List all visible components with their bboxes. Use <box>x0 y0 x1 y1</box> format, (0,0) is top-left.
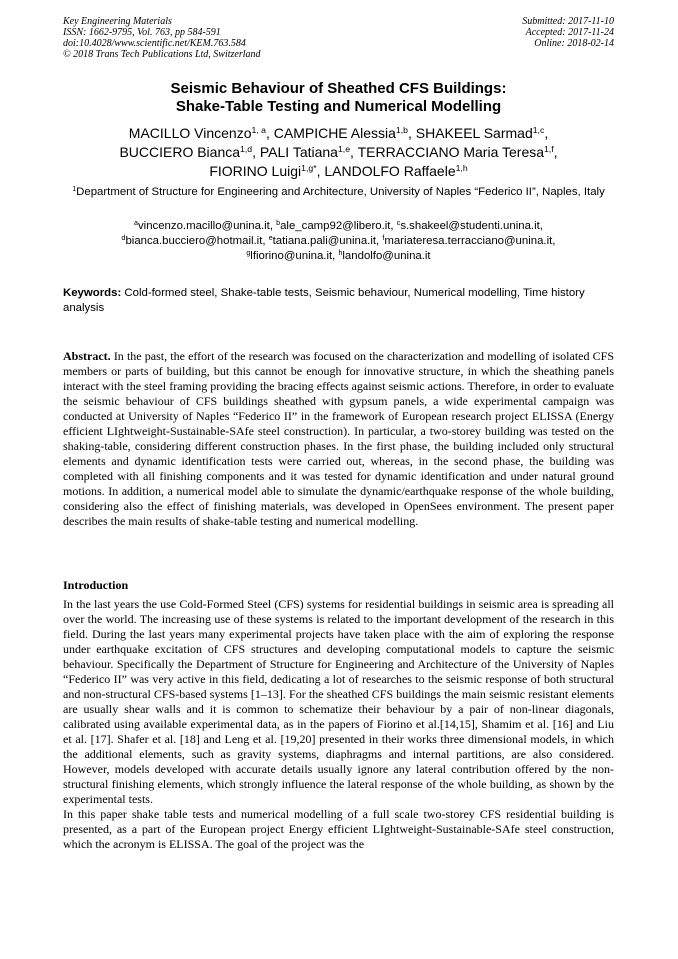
email[interactable]: s.shakeel@studenti.unina.it, <box>400 220 543 232</box>
paper-title <box>63 80 614 116</box>
abstract-text: In the past, the effort of the research was focused on the characterization and modelling of isolated CFS members or parts of building, but this cannot be enough for innovative structure, in which the sheathing panels interact with the steel framing providing the bracing effects against seismic actions. Therefore, in order to evaluate the seismic behaviour of CFS buildings sheathed with gypsum panels, a wide experimental campaign was conducted at University of Naples “Federico II” in the framework of European research project ELISSA (Energy efficient LIghtweight-Sustainable-SAfe steel construction). In particular, a two-storey building was tested on the shaking-table, considering different construction phases. In the first phase, the building included only structural elements and dynamic identification tests were carried out, whereas, in the second phase, the building was completed with all finishing components and it was tested for dynamic identification and under natural ground motions. In addition, a numerical model able to simulate the dynamic/earthquake response of the whole building, considering also the effect of finishing materials, was developed in OpenSees environment. The present paper describes the main results of shake-table testing and numerical modelling. <box>63 349 614 528</box>
email[interactable]: tatiana.pali@unina.it, <box>272 235 380 247</box>
email-sup: f <box>382 235 385 243</box>
email[interactable]: lfiorino@unina.it, <box>250 250 336 262</box>
email[interactable]: ale_camp92@libero.it, <box>280 220 394 232</box>
journal-name: Key Engineering Materials <box>63 16 172 27</box>
author-name: MACILLO Vincenzo <box>128 125 252 141</box>
affiliation-sup: 1 <box>72 186 77 194</box>
author-name: TERRACCIANO Maria Teresa <box>357 144 545 160</box>
author-sup: 1, a <box>251 125 266 136</box>
keywords-text: Cold-formed steel, Shake-table tests, Seismic behaviour, Numerical modelling, Time history analysis <box>63 287 585 314</box>
email-sup: c <box>396 220 401 228</box>
author-sup: 1,d <box>240 144 253 155</box>
author-sup: 1,g* <box>301 163 317 174</box>
abstract <box>63 349 614 529</box>
doi-line: doi:10.4028/www.scientific.net/KEM.763.584 <box>63 38 246 49</box>
section-heading-introduction: Introduction <box>63 578 129 592</box>
email[interactable]: vincenzo.macillo@unina.it, <box>137 220 273 232</box>
affiliation-text: Department of Structure for Engineering and Architecture, University of Naples “Federico II”, Naples, Italy <box>76 186 605 198</box>
author-name: CAMPICHE Alessia <box>273 125 396 141</box>
online-date: Online: 2018-02-14 <box>534 38 614 49</box>
abstract-label: Abstract. <box>63 349 111 363</box>
keywords <box>63 286 614 316</box>
copyright-line: © 2018 Trans Tech Publications Ltd, Switzerland <box>63 49 261 60</box>
author-name: PALI Tatiana <box>259 144 338 160</box>
email-sup: d <box>121 235 126 243</box>
email[interactable]: bianca.bucciero@hotmail.it, <box>125 235 266 247</box>
email[interactable]: landolfo@unina.it <box>342 250 431 262</box>
introduction-paragraph-1: In the last years the use Cold-Formed Steel (CFS) systems for residential buildings in seismic area is spreading all over the world. The increasing use of these systems is related to the important development of the research in this field. During the last years many experimental projects have taken place with the aim of exploring the response under earthquake excitation of CFS structures and developing computational models to capture the seismic behaviour. Specifically the Department of Structure for Engineering and Architecture of the University of Naples “Federico II” was very active in this field, dedicating a lot of researches to the seismic response of both structural and non-structural CFS-based systems [1–13]. For the sheathed CFS buildings the main seismic resistant elements are usually shear walls and it is common to schematize their behaviour by a pair of non-linear diagonals, calibrated using available experimental data, as in the papers of Fiorino et al.[14,15], Shamim et al. [16] and Liu et al. [17]. Shafer et al. [18] and Leng et al. [19,20] presented in their works three dimensional models, in which the additional elements, such as gravity systems, diaphragms and internal partitions, are also considered. However, models developed with accurate details usually ignore any lateral contribution offered by the non-structural finishing elements, which strongly influence the lateral response of the whole building, as shown by the experimental tests. <box>63 597 614 806</box>
keywords-label: Keywords: <box>63 287 122 299</box>
introduction-body <box>63 597 614 852</box>
submitted-date: Submitted: 2017-11-10 <box>522 16 614 27</box>
accepted-date: Accepted: 2017-11-24 <box>525 27 614 38</box>
author-sup: 1,h <box>455 163 468 174</box>
affiliation <box>63 185 614 200</box>
author-sup: 1,e <box>337 144 351 155</box>
issn-line: ISSN: 1662-9795, Vol. 763, pp 584-591 <box>63 27 221 38</box>
journal-header-right <box>414 16 614 49</box>
author-name: SHAKEEL Sarmad <box>415 125 533 141</box>
author-name: LANDOLFO Raffaele <box>324 163 456 179</box>
journal-header-left <box>63 16 393 60</box>
author-sup: 1,b <box>395 125 408 136</box>
email[interactable]: mariateresa.terracciano@unina.it, <box>384 235 556 247</box>
title-line-1: Seismic Behaviour of Sheathed CFS Buildings: <box>170 80 507 97</box>
title-line-2: Shake-Table Testing and Numerical Modelling <box>175 98 502 115</box>
author-name: FIORINO Luigi <box>209 163 302 179</box>
author-list: MACILLO Vincenzo$^{1, a}$, CAMPICHE Alessia$^{1,b}$, SHAKEEL Sarmad$^{1,c}$, BUCCIERO Bianca$^{1,d}$, PALI Tatiana$^{1,e}$, TERRACCIANO Maria Teresa$^{1,f}$, FIORINO Luigi$^{1,g*}$, LANDOLFO Raffaele$^{1,h}$ <box>119 125 558 179</box>
author-name: BUCCIERO Bianca <box>119 144 241 160</box>
email-list <box>63 219 614 264</box>
email-sup: g <box>246 250 251 258</box>
email-sup: h <box>338 250 343 258</box>
introduction-paragraph-2: In this paper shake table tests and numerical modelling of a full scale two-storey CFS residential building is presented, as a part of the European project Energy efficient LIghtweight-Sustainable-SAfe steel construction, which the acronym is ELISSA. The goal of the project was the <box>63 807 614 851</box>
email-sup: b <box>276 220 281 228</box>
author-sup: 1,c <box>532 125 545 136</box>
author-sup: 1,f <box>544 144 554 155</box>
email-sup: e <box>268 235 273 243</box>
email-sup: a <box>134 220 138 228</box>
